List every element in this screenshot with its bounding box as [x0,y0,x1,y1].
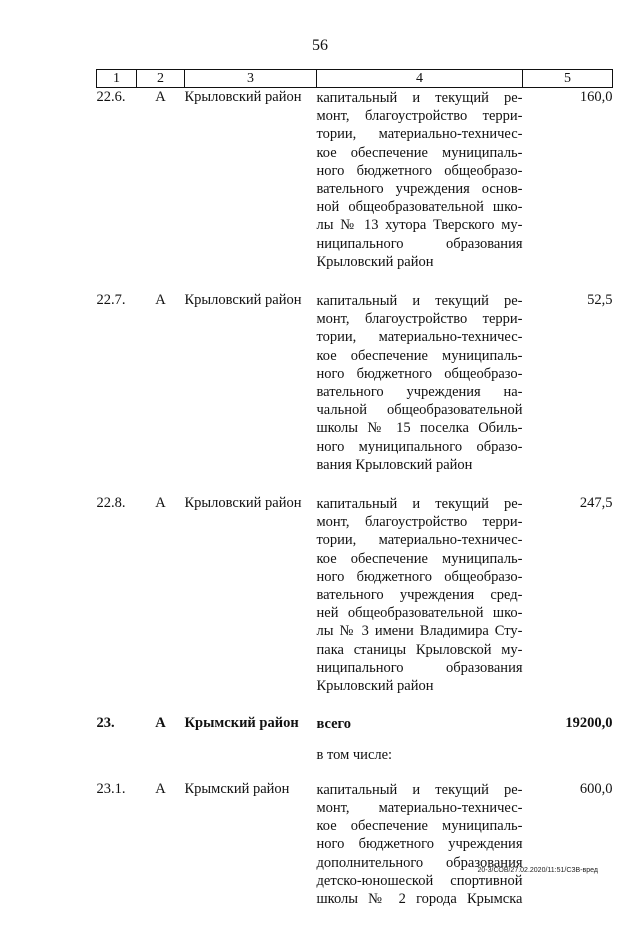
row-number: 22.8. [96,495,126,512]
description-line: лы № 13 хутора Тверского му- [316,217,523,234]
description-line: капитальный и текущий ре- [316,293,523,310]
description-line: всего [316,716,352,733]
row-amount: 247,5 [579,495,613,512]
description-line: ного бюджетного общеобразо- [316,162,523,179]
description-line: ного муниципального образо- [316,438,523,455]
description-line: капитальный и текущий ре- [316,496,523,513]
description-line: школы № 2 города Крымска [316,890,523,907]
row-category: А [155,89,166,105]
description-line: вательного учреждения на- [316,384,523,401]
description-line: ного бюджетного учреждения [316,836,523,853]
row-amount: 19200,0 [565,715,613,732]
description-line: ниципального образования [316,659,523,676]
table-header-row [97,70,613,88]
row-amount: 600,0 [579,780,613,797]
description-line: монт, благоустройство терри- [316,311,523,328]
row-number: 22.6. [96,89,126,105]
column-header-3: 3 [185,70,317,88]
description-line: лы № 3 имени Владимира Сту- [316,623,523,640]
column-header-1: 1 [97,70,137,88]
description-line: пака станицы Крыловской му- [316,641,523,658]
row-description [317,494,523,715]
row-category: А [155,292,166,309]
column-header-5: 5 [523,70,613,88]
description-line: кое обеспечение муниципаль- [316,347,523,364]
table-including-row [97,746,613,780]
row-district: Крымский район [184,715,299,732]
row-number: 23. [96,715,115,732]
page-number: 56 [312,37,328,54]
row-description [317,88,523,292]
row-category: А [155,495,166,512]
description-line: кое обеспечение муниципаль- [316,144,523,161]
description-line: вательного учреждения сред- [316,587,523,604]
column-header-4: 4 [317,70,523,88]
description-line: вания Крыловский район [316,456,473,473]
row-description [317,715,523,745]
row-district: Крыловский район [184,495,302,512]
description-line: монт, благоустройство терри- [316,514,523,531]
table-row [97,291,613,494]
table-total-row [97,715,613,745]
description-line: ного бюджетного общеобразо- [316,365,523,382]
table-row [97,494,613,715]
description-line: Крыловский район [316,678,434,695]
description-line: монт, материально-техничес- [316,799,523,816]
description-line: ней общеобразовательной шко- [316,605,523,622]
description-line: ниципального образования [316,235,523,252]
description-line: в том числе: [316,746,393,763]
description-line: школы № 15 поселка Обиль- [316,420,523,437]
row-amount: 52,5 [587,292,613,309]
description-line: кое обеспечение муниципаль- [316,550,523,567]
row-district: Крыловский район [184,89,302,105]
description-line: вательного учреждения основ- [316,181,523,198]
row-description [317,746,523,780]
description-line: капитальный и текущий ре- [316,90,523,106]
description-line: дополнительного образования [316,854,523,871]
table-row [97,88,613,292]
row-number: 23.1. [96,780,126,797]
table-row [97,780,613,928]
row-district: Крымский район [184,780,290,797]
row-number: 22.7. [96,292,126,309]
row-district: Крыловский район [184,292,302,309]
description-line: монт, благоустройство терри- [316,108,523,125]
row-description [317,291,523,494]
description-line: тории, материально-техничес- [316,532,523,549]
description-line: тории, материально-техничес- [316,329,523,346]
description-line: кое обеспечение муниципаль- [316,818,523,835]
row-category: А [155,780,166,797]
description-line: ной общеобразовательной шко- [316,199,523,216]
row-category: А [155,715,166,732]
description-line: чальной общеобразовательной [316,402,523,419]
budget-table [96,69,613,928]
description-line: ного бюджетного общеобразо- [316,568,523,585]
description-line: капитальный и текущий ре- [316,781,523,798]
document-stamp: 20-3/СОВ/27.02.2020/11:51/СЗВ-вред [477,867,598,874]
row-amount: 160,0 [579,89,613,105]
description-line: Крыловский район [316,253,434,270]
description-line: детско-юношеской спортивной [316,872,523,889]
description-line: тории, материально-техничес- [316,126,523,143]
column-header-2: 2 [137,70,185,88]
row-description [317,780,523,928]
